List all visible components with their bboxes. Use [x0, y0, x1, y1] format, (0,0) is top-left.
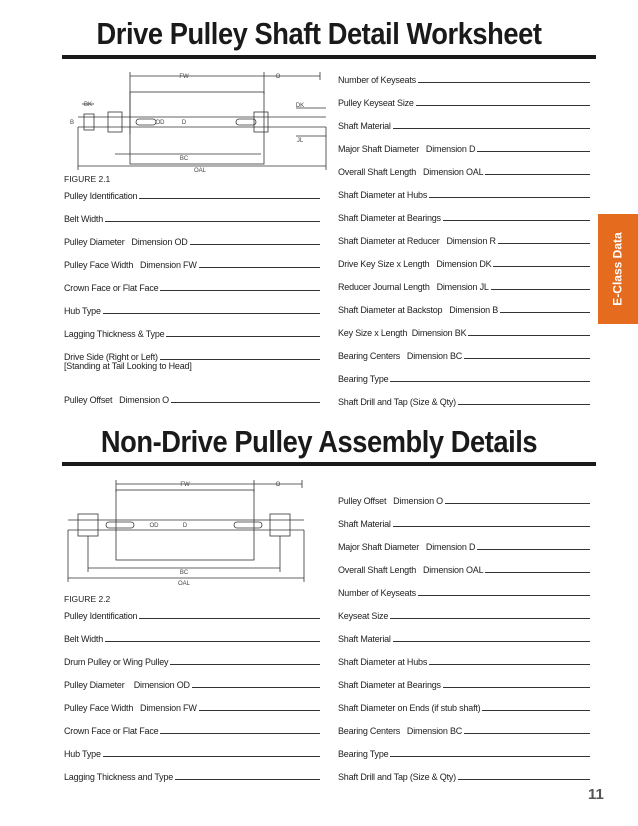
entry-line[interactable] [485, 571, 590, 573]
field-hub-type[interactable] [64, 745, 320, 759]
entry-line[interactable] [458, 778, 590, 780]
entry-line[interactable] [464, 357, 590, 359]
field-pulley-identification[interactable] [64, 607, 320, 621]
entry-line[interactable] [477, 150, 590, 152]
entry-line[interactable] [103, 312, 320, 314]
entry-line[interactable] [199, 709, 320, 711]
field-label: Lagging Thickness and Type [64, 772, 174, 782]
entry-line[interactable] [390, 755, 590, 757]
entry-line[interactable] [166, 335, 320, 337]
field-lagging-thickness[interactable] [64, 325, 320, 339]
page-number: 11 [588, 786, 604, 803]
field-label: Key Size x Length Dimension BK [338, 328, 467, 338]
field-number-of-keyseats[interactable] [338, 71, 590, 85]
field-number-of-keyseats[interactable] [338, 584, 590, 598]
entry-line[interactable] [500, 311, 590, 313]
field-pulley-offset[interactable] [338, 492, 590, 506]
field-shaft-diameter-bearings[interactable] [338, 209, 590, 223]
field-label: Number of Keyseats [338, 75, 416, 85]
field-label: Pulley Offset Dimension O [64, 395, 169, 405]
field-label: Shaft Diameter at Bearings [338, 680, 441, 690]
field-label: Bearing Type [338, 374, 389, 384]
field-label: Lagging Thickness & Type [64, 329, 165, 339]
field-shaft-drill-tap[interactable] [338, 393, 590, 407]
field-pulley-face-width[interactable] [64, 256, 320, 270]
field-pulley-face-width[interactable] [64, 699, 320, 713]
entry-line[interactable] [429, 663, 590, 665]
entry-line[interactable] [418, 81, 590, 83]
entry-line[interactable] [139, 197, 320, 199]
entry-line[interactable] [443, 686, 590, 688]
drive-pulley-title: Drive Pulley Shaft Detail Worksheet [96, 16, 542, 51]
entry-line[interactable] [477, 548, 590, 550]
field-drive-key-size[interactable] [338, 255, 590, 269]
entry-line[interactable] [393, 640, 590, 642]
dim-oal: OAL [177, 581, 191, 587]
field-label: Major Shaft Diameter Dimension D [338, 144, 476, 154]
field-pulley-diameter[interactable] [64, 233, 320, 247]
entry-line[interactable] [192, 686, 320, 688]
figure-2-1-diagram [64, 64, 334, 176]
entry-line[interactable] [416, 104, 590, 106]
title-underline [62, 462, 596, 466]
dim-b: B [69, 120, 75, 126]
field-label: Bearing Centers Dimension BC [338, 726, 463, 736]
field-label: Drive Key Size x Length Dimension DK [338, 259, 492, 269]
entry-line[interactable] [498, 242, 590, 244]
field-label: Shaft Drill and Tap (Size & Qty) [338, 397, 456, 407]
entry-line[interactable] [390, 380, 590, 382]
field-label: Shaft Diameter at Hubs [338, 190, 428, 200]
field-label: Crown Face or Flat Face [64, 283, 159, 293]
field-lagging-thickness[interactable] [64, 768, 320, 782]
field-shaft-diameter-hubs[interactable] [338, 186, 590, 200]
entry-line[interactable] [160, 289, 320, 291]
field-belt-width[interactable] [64, 210, 320, 224]
field-label: Pulley Face Width Dimension FW [64, 703, 197, 713]
field-shaft-diameter-backstop[interactable] [338, 301, 590, 315]
field-shaft-diameter-hubs[interactable] [338, 653, 590, 667]
field-crown-face[interactable] [64, 279, 320, 293]
e-class-data-tab [598, 214, 638, 324]
field-label: Major Shaft Diameter Dimension D [338, 542, 476, 552]
dim-od: OD [155, 120, 165, 126]
field-label: Belt Width [64, 214, 104, 224]
field-belt-width[interactable] [64, 630, 320, 644]
entry-line[interactable] [464, 732, 590, 734]
title-underline [62, 55, 596, 59]
field-label: Drive Side (Right or Left) [64, 352, 158, 362]
entry-line[interactable] [170, 663, 320, 665]
drive-side-note: [Standing at Tail Looking to Head] [64, 361, 192, 371]
field-pulley-offset[interactable] [64, 391, 320, 405]
figure-2-2-diagram [64, 472, 314, 592]
entry-line[interactable] [468, 334, 590, 336]
non-drive-pulley-title: Non-Drive Pulley Assembly Details [100, 424, 538, 459]
field-label: Crown Face or Flat Face [64, 726, 159, 736]
field-label: Hub Type [64, 306, 101, 316]
field-shaft-drill-tap[interactable] [338, 768, 590, 782]
entry-line[interactable] [105, 220, 320, 222]
entry-line[interactable] [103, 755, 320, 757]
field-label: Shaft Diameter at Bearings [338, 213, 441, 223]
figure-2-2-label: FIGURE 2.2 [64, 594, 111, 604]
field-label: Shaft Diameter on Ends (if stub shaft) [338, 703, 481, 713]
field-bearing-type[interactable] [338, 745, 590, 759]
field-label: Reducer Journal Length Dimension JL [338, 282, 489, 292]
field-label: Belt Width [64, 634, 104, 644]
field-bearing-type[interactable] [338, 370, 590, 384]
field-label: Hub Type [64, 749, 101, 759]
field-keyseat-size[interactable] [338, 607, 590, 621]
dim-bc: BC [179, 570, 189, 576]
entry-line[interactable] [485, 173, 590, 175]
field-label: Shaft Material [338, 121, 391, 131]
entry-line[interactable] [171, 401, 320, 403]
field-reducer-journal-length[interactable] [338, 278, 590, 292]
field-pulley-diameter[interactable] [64, 676, 320, 690]
field-bearing-centers[interactable] [338, 722, 590, 736]
field-label: Shaft Material [338, 519, 391, 529]
field-overall-shaft-length[interactable] [338, 561, 590, 575]
field-label: Shaft Diameter at Hubs [338, 657, 428, 667]
entry-line[interactable] [429, 196, 590, 198]
entry-line[interactable] [160, 732, 320, 734]
field-label: Number of Keyseats [338, 588, 416, 598]
field-label: Overall Shaft Length Dimension OAL [338, 565, 484, 575]
field-label: Keyseat Size [338, 611, 389, 621]
entry-line[interactable] [443, 219, 590, 221]
entry-line[interactable] [418, 594, 590, 596]
entry-line[interactable] [491, 288, 590, 290]
entry-line[interactable] [493, 265, 590, 267]
field-shaft-material[interactable] [338, 117, 590, 131]
field-key-size-length[interactable] [338, 324, 590, 338]
entry-line[interactable] [390, 617, 590, 619]
field-shaft-diameter-reducer[interactable] [338, 232, 590, 246]
entry-line[interactable] [458, 403, 590, 405]
field-label: Pulley Face Width Dimension FW [64, 260, 197, 270]
field-overall-shaft-length[interactable] [338, 163, 590, 177]
field-label: Shaft Diameter at Backstop Dimension B [338, 305, 499, 315]
dim-od: OD [149, 523, 159, 529]
entry-line[interactable] [199, 266, 320, 268]
field-shaft-diameter-bearings[interactable] [338, 676, 590, 690]
dim-dk: DK [295, 103, 305, 109]
field-label: Shaft Diameter at Reducer Dimension R [338, 236, 496, 246]
field-label: Shaft Material [338, 634, 391, 644]
field-shaft-material-2[interactable] [338, 630, 590, 644]
field-label: Overall Shaft Length Dimension OAL [338, 167, 484, 177]
entry-line[interactable] [105, 640, 320, 642]
field-shaft-material[interactable] [338, 515, 590, 529]
entry-line[interactable] [139, 617, 320, 619]
field-drum-or-wing-pulley[interactable] [64, 653, 320, 667]
entry-line[interactable] [160, 358, 320, 360]
dim-oal: OAL [193, 168, 207, 174]
field-label: Shaft Drill and Tap (Size & Qty) [338, 772, 456, 782]
field-label: Bearing Centers Dimension BC [338, 351, 463, 361]
field-label: Drum Pulley or Wing Pulley [64, 657, 169, 667]
field-hub-type[interactable] [64, 302, 320, 316]
field-major-shaft-diameter[interactable] [338, 140, 590, 154]
field-pulley-keyseat-size[interactable] [338, 94, 590, 108]
field-crown-face[interactable] [64, 722, 320, 736]
field-label: Pulley Keyseat Size [338, 98, 414, 108]
figure-2-1-label: FIGURE 2.1 [64, 174, 111, 184]
field-label: Pulley Offset Dimension O [338, 496, 443, 506]
field-shaft-diameter-ends[interactable] [338, 699, 590, 713]
field-label: Pulley Diameter Dimension OD [64, 237, 188, 247]
field-bearing-centers[interactable] [338, 347, 590, 361]
dim-d: D [182, 523, 188, 529]
field-drive-side[interactable] [64, 348, 320, 362]
entry-line[interactable] [393, 127, 590, 129]
dim-bc: BC [179, 156, 189, 162]
field-label: Pulley Identification [64, 611, 138, 621]
dim-fw: FW [180, 482, 190, 488]
dim-fw: FW [179, 74, 189, 80]
entry-line[interactable] [445, 502, 590, 504]
entry-line[interactable] [190, 243, 320, 245]
dim-o: O [275, 482, 281, 488]
dim-jl: JL [296, 138, 304, 144]
field-pulley-identification[interactable] [64, 187, 320, 201]
entry-line[interactable] [482, 709, 590, 711]
dim-d: D [181, 120, 187, 126]
field-major-shaft-diameter[interactable] [338, 538, 590, 552]
entry-line[interactable] [393, 525, 590, 527]
field-label: Pulley Diameter Dimension OD [64, 680, 190, 690]
field-label: Bearing Type [338, 749, 389, 759]
dim-o: O [275, 74, 281, 80]
dim-bk: BK [83, 102, 93, 108]
field-label: Pulley Identification [64, 191, 138, 201]
side-tab-label: E-Class Data [611, 232, 625, 306]
entry-line[interactable] [175, 778, 320, 780]
